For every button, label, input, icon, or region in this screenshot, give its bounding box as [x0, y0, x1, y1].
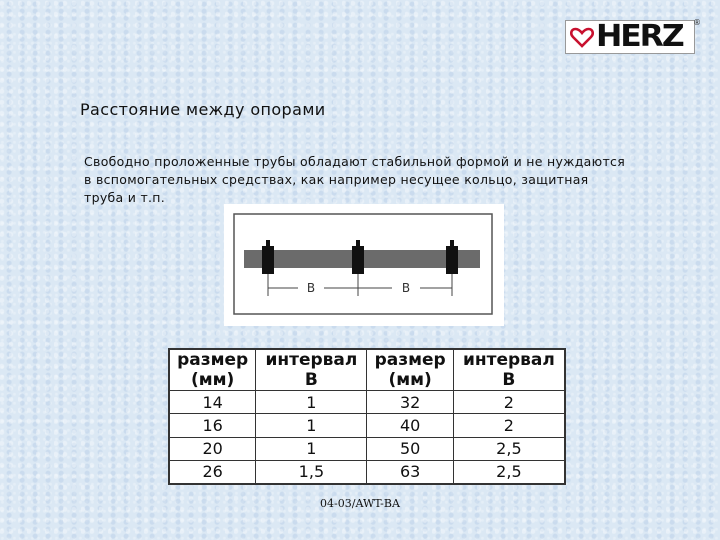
pipe-diagram-svg: [224, 204, 504, 326]
table-cell: 2,5: [453, 460, 564, 483]
table-cell: 1: [256, 414, 367, 437]
table-cell: 2: [453, 414, 564, 437]
table-cell: 2,5: [453, 437, 564, 460]
logo-text: HERZ: [596, 19, 683, 54]
spacing-table: [168, 348, 566, 485]
table-row: [170, 460, 565, 483]
table-row: [170, 391, 565, 414]
table-cell: 32: [367, 391, 453, 414]
table-cell: 1,5: [256, 460, 367, 483]
pipe-support-diagram: [224, 204, 504, 326]
header-interval-2: интервал B: [453, 350, 564, 391]
table-row: [170, 437, 565, 460]
table-cell: 2: [453, 391, 564, 414]
table-cell: 1: [256, 437, 367, 460]
dimension-label-1: B: [306, 281, 316, 295]
logo-box: [565, 20, 695, 54]
paragraph-line-1: Свободно проложенные трубы обладают стабильной формой и не нуждаются: [84, 154, 626, 169]
table-cell: 63: [367, 460, 453, 483]
description-paragraph: [84, 153, 684, 207]
document-code: 04-03/AWT-BA: [320, 497, 400, 510]
table-cell: 14: [170, 391, 256, 414]
table-cell: 40: [367, 414, 453, 437]
table-cell: 20: [170, 437, 256, 460]
herz-logo: [565, 18, 705, 54]
table-row: [170, 414, 565, 437]
table-cell: 26: [170, 460, 256, 483]
header-interval-1: интервал B: [256, 350, 367, 391]
table-cell: 50: [367, 437, 453, 460]
table-cell: 16: [170, 414, 256, 437]
table-header-row: [170, 350, 565, 391]
paragraph-line-2: в вспомогательных средствах, как например несущее кольцо, защитная: [84, 172, 589, 187]
header-size-1: размер (мм): [170, 350, 256, 391]
header-size-2: размер (мм): [367, 350, 453, 391]
registered-mark: ®: [693, 18, 701, 27]
heart-icon: [570, 25, 594, 49]
paragraph-line-3: труба и т.п.: [84, 190, 166, 205]
table-cell: 1: [256, 391, 367, 414]
page-title: Расстояние между опорами: [80, 100, 326, 119]
dimension-label-2: B: [401, 281, 411, 295]
